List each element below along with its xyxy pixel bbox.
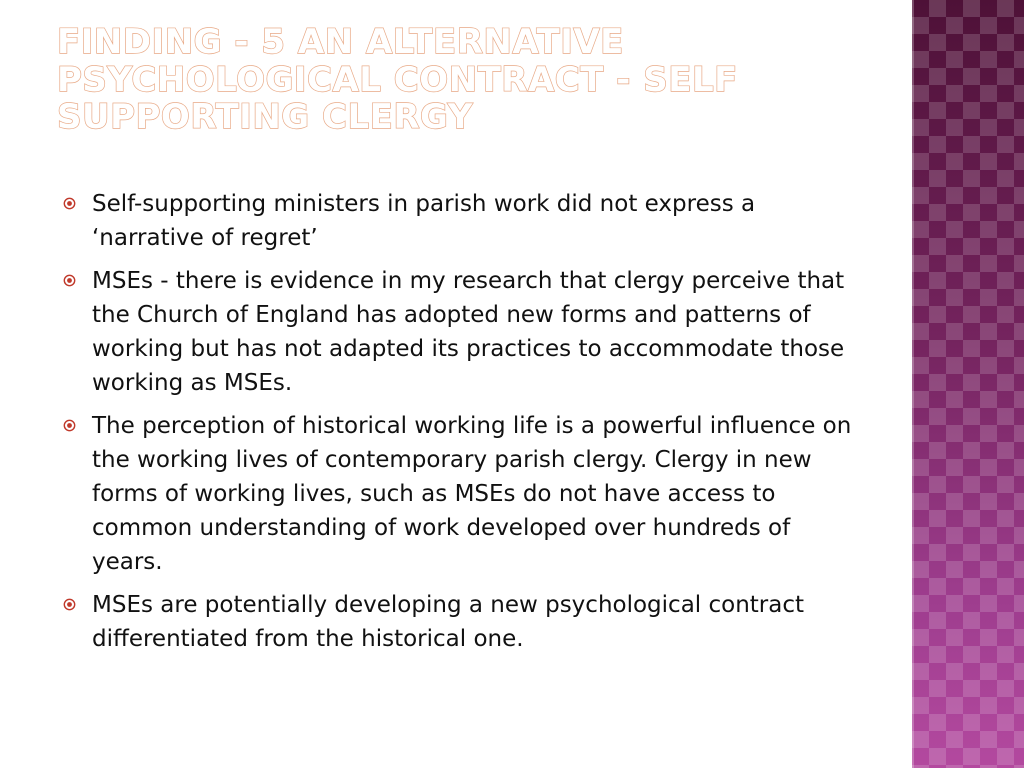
bullet-item <box>62 264 852 400</box>
bullet-item <box>62 409 852 579</box>
sidebar-edge <box>912 0 914 768</box>
bullet-list <box>62 187 852 665</box>
circled-dot-bullet-icon <box>63 274 76 287</box>
circled-dot-bullet-icon <box>63 598 76 611</box>
circled-dot-bullet-icon <box>63 197 76 210</box>
decorative-sidebar <box>912 0 1024 768</box>
bullet-item <box>62 187 852 255</box>
bullet-text: MSEs are potentially developing a new psychological contract differentiated from the historical one. <box>92 592 805 652</box>
bullet-text: Self-supporting ministers in parish work did not express a ‘narrative of regret’ <box>92 191 756 251</box>
bullet-item <box>62 588 852 656</box>
bullet-text: MSEs - there is evidence in my research that clergy perceive that the Church of England has adopted new forms and patterns of working but has not adapted its practices to accommodate those working as MSEs. <box>92 268 845 396</box>
circled-dot-bullet-icon <box>63 419 76 432</box>
bullet-text: The perception of historical working life is a powerful influence on the working lives of contemporary parish clergy. Clergy in new forms of working lives, such as MSEs do not have access to common understanding of work developed over hundreds of years. <box>92 413 852 575</box>
slide-title: FINDING - 5 AN ALTERNATIVE PSYCHOLOGICAL CONTRACT - SELF SUPPORTING CLERGY <box>57 22 738 137</box>
diamond-pattern <box>912 0 1024 768</box>
